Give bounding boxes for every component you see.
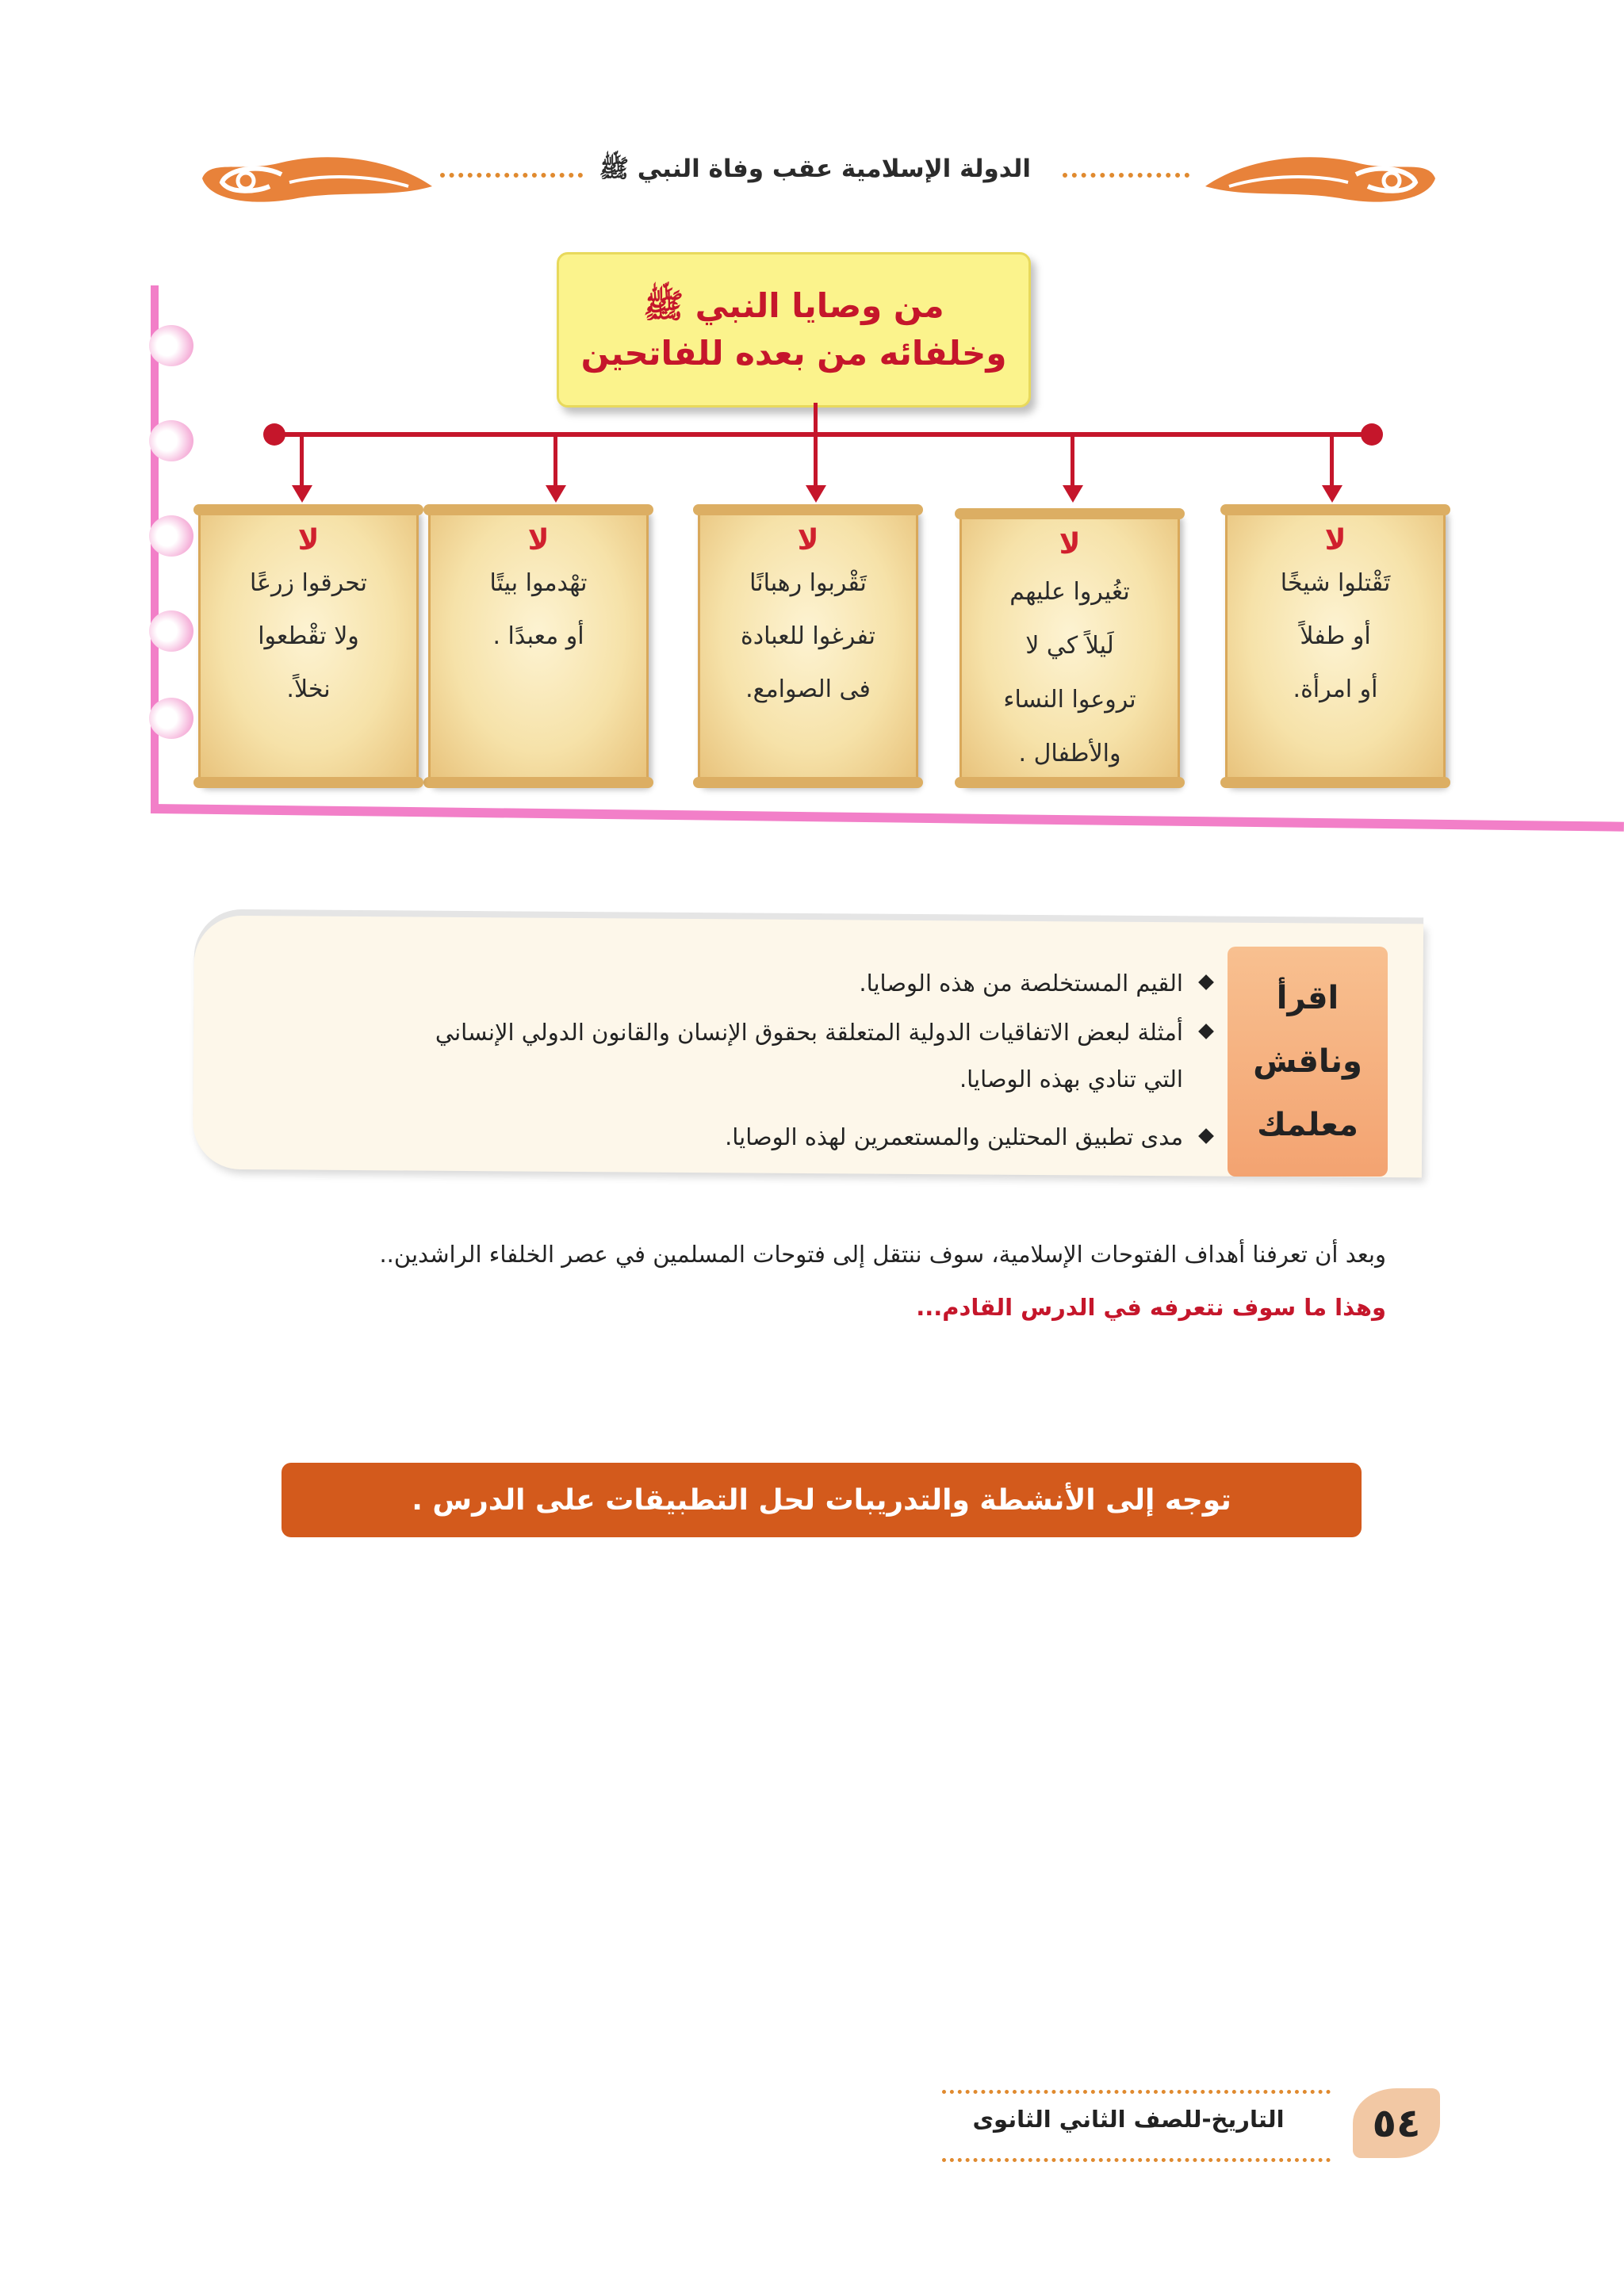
scroll-text: تَقْتلوا شيخًا [1280, 569, 1391, 597]
header-dots-right [1063, 173, 1189, 178]
page-number: ٥٤ [1353, 2088, 1440, 2158]
discussion-bullet [725, 1116, 1212, 1158]
connector-dot-right [1361, 423, 1383, 446]
connector-stem [814, 403, 818, 434]
bullet-text: القيم المستخلصة من هذه الوصايا. [859, 970, 1183, 997]
scroll-text: والأطفال . [1018, 740, 1121, 767]
binder-ring [149, 325, 193, 366]
diagram-title-line-2: وخلفائه من بعده للفاتحين [580, 334, 1007, 373]
scroll-card [198, 507, 419, 785]
discussion-bullet [435, 1012, 1212, 1105]
footer-book-title: التاريخ-للصف الثاني الثانوى [972, 2106, 1285, 2133]
page-header-title: الدولة الإسلامية عقب وفاة النبي ﷺ [599, 155, 1031, 183]
next-lesson-note: وهذا ما سوف نتعرفه في الدرس القادم... [916, 1294, 1386, 1321]
connector-bar [274, 432, 1372, 437]
bullet-text: مدى تطبيق المحتلين والمستعمرين لهذه الوصايا. [725, 1123, 1183, 1150]
scroll-card [1225, 507, 1446, 785]
arrow-down-icon [806, 485, 826, 503]
connector-drop [814, 434, 818, 492]
binder-ring [149, 420, 193, 461]
lesson-transition-text: وبعد أن تعرفنا أهداف الفتوحات الإسلامية، سوف ننتقل إلى فتوحات المسلمين في عصر الخلفاء الراشدين.. [379, 1241, 1386, 1268]
connector-dot-left [263, 423, 285, 446]
diamond-bullet-icon [1198, 1128, 1214, 1144]
scroll-card [698, 507, 918, 785]
arrow-down-icon [1063, 485, 1083, 503]
notebook-bottom-line [151, 804, 1624, 832]
scroll-no-label: لا [797, 524, 819, 557]
scroll-text: أو امرأة. [1293, 675, 1378, 703]
arrow-down-icon [546, 485, 566, 503]
binder-ring [149, 515, 193, 557]
diagram-title-line-1: من وصايا النبي ﷺ [643, 286, 944, 325]
connector-drop [300, 434, 304, 492]
bullet-text: التي تنادي بهذه الوصايا. [959, 1066, 1183, 1093]
scroll-text: تَقْربوا رهبانًا [749, 569, 867, 597]
scroll-card [428, 507, 649, 785]
discussion-bullet [859, 962, 1212, 1004]
scroll-text: تفرغوا للعبادة [741, 622, 875, 650]
diagram-title-box [557, 252, 1031, 408]
scroll-text: ولا تقْطعوا [258, 622, 359, 650]
binder-ring [149, 610, 193, 652]
scroll-text: أو معبدًا . [492, 622, 584, 650]
discussion-label-word: معلمك [1257, 1107, 1358, 1143]
activity-banner [282, 1463, 1362, 1537]
scroll-no-label: لا [527, 524, 550, 557]
header-dots-left [440, 173, 583, 178]
binder-ring [149, 698, 193, 739]
arrow-down-icon [1322, 485, 1342, 503]
scroll-text: تهْدموا بيتًا [489, 569, 588, 597]
connector-drop [1330, 434, 1334, 492]
scroll-no-label: لا [1059, 528, 1081, 561]
discussion-label [1228, 947, 1388, 1177]
connector-drop [553, 434, 557, 492]
scroll-no-label: لا [297, 524, 320, 557]
arrow-down-icon [292, 485, 312, 503]
scroll-no-label: لا [1324, 524, 1346, 557]
activity-banner-text: توجه إلى الأنشطة والتدريبات لحل التطبيقات على الدرس . [412, 1483, 1231, 1517]
header-ornament-left [194, 143, 440, 214]
scroll-card [959, 511, 1180, 785]
scroll-text: نخلاً. [286, 675, 331, 703]
connector-drop [1071, 434, 1074, 492]
diamond-bullet-icon [1198, 1024, 1214, 1039]
scroll-text: فى الصوامع. [745, 675, 871, 703]
scroll-text: لَيلاً كي لا [1025, 632, 1114, 660]
scroll-text: تروعوا النساء [1003, 686, 1136, 714]
footer-dots-top [942, 2090, 1331, 2094]
discussion-label-word: وناقش [1253, 1043, 1362, 1080]
footer-dots-bottom [942, 2158, 1331, 2162]
diamond-bullet-icon [1198, 974, 1214, 990]
scroll-text: تغُيروا عليهم [1009, 578, 1130, 606]
scroll-text: تحرقوا زرعًا [250, 569, 367, 597]
bullet-text: أمثلة لبعض الاتفاقيات الدولية المتعلقة بحقوق الإنسان والقانون الدولي الإنساني [435, 1019, 1183, 1046]
scroll-text: أو طفلاً [1300, 622, 1371, 650]
discussion-label-word: اقرأ [1276, 980, 1339, 1016]
header-ornament-right [1197, 143, 1443, 214]
